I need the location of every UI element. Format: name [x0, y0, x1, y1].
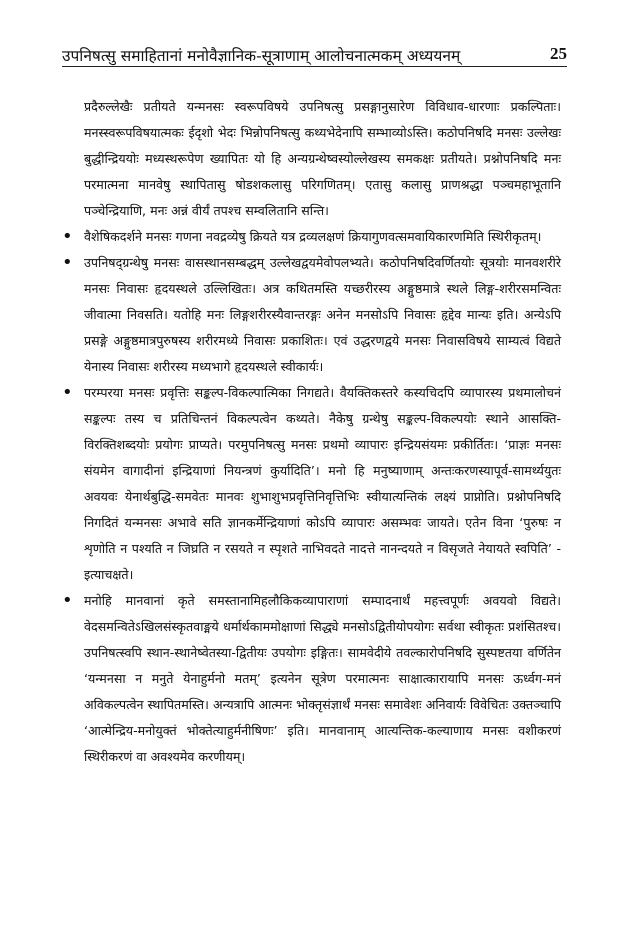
- bullet-item-mind-importance: • मनोहि मानवानां कृते समस्तानामिहलौकिकव्यापाराणां सम्पादनार्थं महत्त्वपूर्णः अवयवो विद्यते। वेदसमन्वितेऽखिलसंस्कृतवाङ्मये धर्मार्थकाममोक्षाणां सिद्ध्ये मनसोऽद्वितीयोपयोगः सर्वथा स्वीकृतः प्रशंसितश्च। उपनिषत्स्वपि स्थान-स्थानेष्वेतस्या-द्वितीयः उपयोगः इङ्गितः। सामवेदीये तवल्कारोपनिषदि सुस्पष्टतया वर्णितेन ‘यन्मनसा न मनुते येनाहुर्मनो मतम्’ इत्यनेन सूत्रेण परमात्मनः साक्षात्कारायापि मनसः ऊर्ध्वग-मनं अविकल्पत्वेन स्थापितमस्ति। अन्यत्रापि आत्मनः भोक्तृसंज्ञार्थं मनसः समावेशः अनिवार्यः विवेचितः उक्तञ्चापि ‘आत्मेन्द्रिय-मनोयुक्तं भोक्तेत्याहुर्मनीषिणः’ इति। मानवानाम् आत्यन्तिक-कल्याणाय मनसः वशीकरणं स्थिरीकरणं वा अवश्यमेव करणीयम्।: [84, 588, 561, 770]
- page-body: [84, 94, 561, 770]
- bullet-item-mind-function: • परम्परया मनसः प्रवृत्तिः सङ्कल्प-विकल्पात्मिका निगद्यते। वैयक्तिकस्तरे कस्यचिदपि व्यापारस्य प्रथमालोचनं सङ्कल्पः तस्य च प्रतिचिन्तनं विकल्पत्वेन कथ्यते। नैकेषु ग्रन्थेषु सङ्कल्प-विकल्पयोः स्थाने आसक्ति-विरक्तिशब्दयोः प्रयोगः प्राप्यते। परमुपनिषत्सु मनसः प्रथमो व्यापारः इन्द्रियसंयमः प्रकीर्तितः। ‘प्राज्ञः मनसः संयमेन वागादीनां इन्द्रियाणां नियन्त्रणं कुर्यादिति’। मनो हि मनुष्याणाम् अन्तःकरणस्यापूर्व-सामर्थ्ययुतः अवयवः येनार्थबुद्धि-समवेतः मानवः शुभाशुभप्रवृत्तिनिवृत्तिभिः स्वीयात्यन्तिकं लक्ष्यं प्राप्नोति। प्रश्नोपनिषदि निगदितं यन्मनसः अभावे सति ज्ञानकर्मेन्द्रियाणां कोऽपि व्यापारः असम्भवः जायते। एतेन विना ‘पुरुषः न शृणोति न पश्यति न जिघ्रति न रसयते न स्पृशते नाभिवदते नादत्ते नानन्दयते न विसृजते नेयायते स्वपिति’ - इत्याचक्षते।: [84, 380, 561, 588]
- bullet-list: [84, 224, 561, 770]
- running-title: उपनिषत्सु समाहितानां मनोवैज्ञानिक-सूत्राणाम् आलोचनात्मकम् अध्ययनम्: [62, 47, 461, 65]
- page-number: 25: [550, 44, 567, 63]
- bullet-item-vaisheshika: • वैशेषिकदर्शने मनसः गणना नवद्रव्येषु क्रियते यत्र द्रव्यलक्षणं क्रियागुणवत्समवायिकारणमिति स्थिरीकृतम्।: [84, 224, 561, 250]
- header-rule: [62, 66, 567, 67]
- bullet-item-mind-abode: • उपनिषद्ग्रन्थेषु मनसः वासस्थानसम्बद्धम् उल्लेखद्वयमेवोपलभ्यते। कठोपनिषदिवर्णितयोः सूत्रयोः मानवशरीरे मनसः निवासः हृदयस्थले उल्लिखितः। अत्र कथितमस्ति यच्छरीरस्य अङ्गुष्ठमात्रे स्थले लिङ्ग-शरीरसमन्वितः जीवात्मा निवसति। यतोहि मनः लिङ्गशरीरस्यैवान्तरङ्गः अनेन मनसोऽपि निवासः हृद्देव मान्यः इति। अन्येऽपि प्रसङ्गे अङ्गुष्ठमात्रपुरुषस्य शरीरमध्ये निवासः प्रकाशितः। एवं उद्धरणद्वये मनसः निवासविषये साम्यत्वं विद्यते येनास्य निवासः शरीरस्य मध्यभागे हृदयस्थले स्वीकार्यः।: [84, 250, 561, 380]
- intro-paragraph: प्रदैरुल्लेखैः प्रतीयते यन्मनसः स्वरूपविषये उपनिषत्सु प्रसङ्गानुसारेण विविधाव-धारणाः प्रकल्पिताः। मनस्स्वरूपविषयात्मकः ईदृशो भेदः भिन्नोपनिषत्सु कथ्यभेदेनापि सम्भाव्योऽस्ति। कठोपनिषदि मनसः उल्लेखः बुद्धीन्द्रिययोः मध्यस्थरूपेण ख्यापितः यो हि अन्यग्रन्थेष्वस्योल्लेखस्य समकक्षः प्रतीयते। प्रश्नोपनिषदि मनः परमात्मना मानवेषु स्थापितासु षोडशकलासु परिगणितम्। एतासु कलासु प्राणश्रद्धा पञ्चमहाभूतानि पञ्चेन्द्रियाणि, मनः अन्नं वीर्यं तपश्च सम्वलितानि सन्ति।: [84, 99, 561, 218]
- page-header: [62, 40, 567, 70]
